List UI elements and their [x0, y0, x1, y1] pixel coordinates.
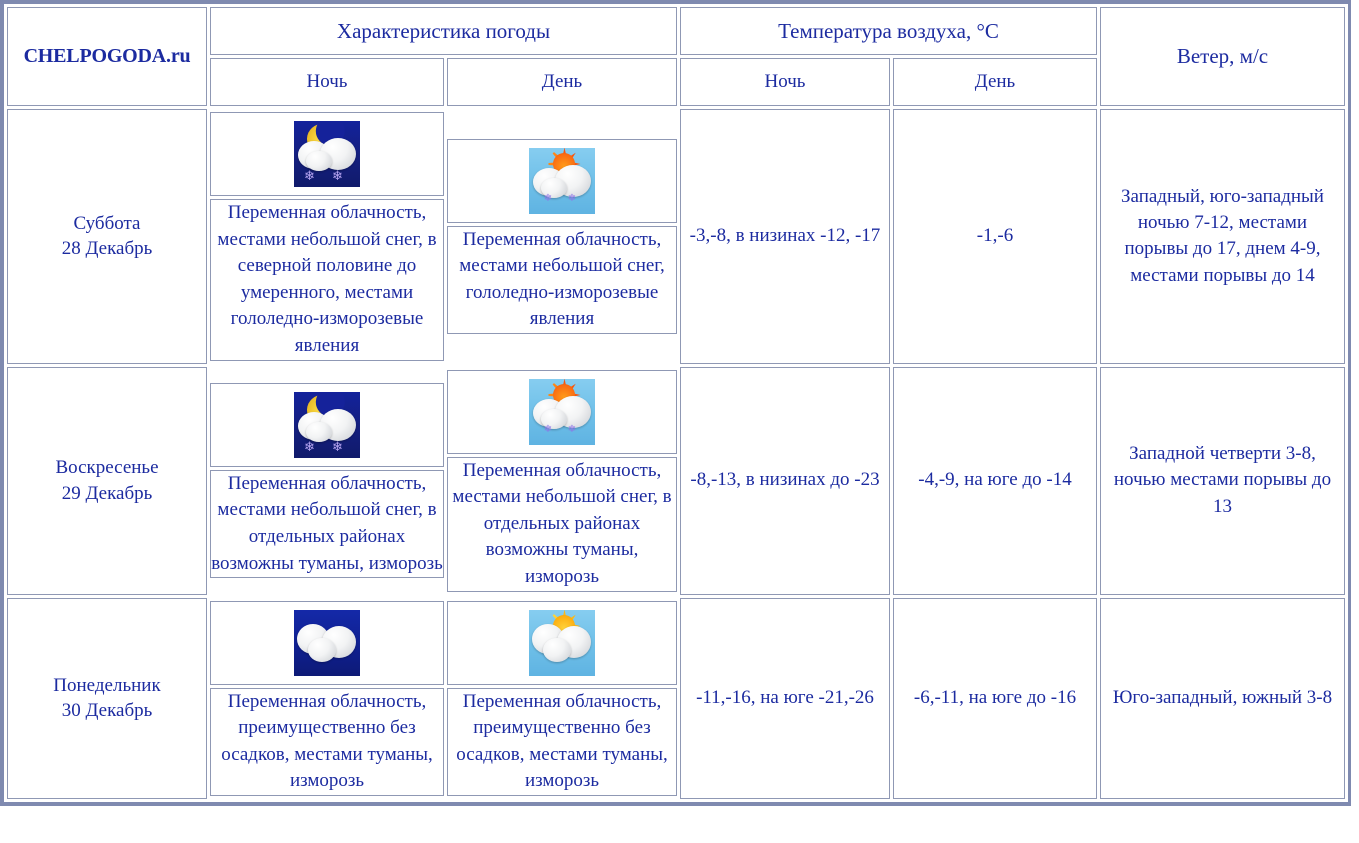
night-icon-cell	[210, 383, 444, 467]
night-stack	[210, 380, 444, 581]
day-icon-cell	[447, 370, 677, 454]
cloud-shape	[543, 638, 571, 662]
night-icon-cell	[210, 601, 444, 685]
day-description: Переменная облачность, преимущественно без осадков, местами туманы, изморозь	[447, 688, 677, 796]
wind-value: Западной четверти 3-8, ночью местами порывы до 13	[1100, 367, 1345, 595]
clouds-night-icon	[294, 610, 360, 676]
cloud-shape	[308, 638, 336, 662]
table-header-row-1	[7, 7, 1345, 55]
header-air-temperature: Температура воздуха, °C	[680, 7, 1097, 55]
date-label: 28 Декабрь	[61, 238, 153, 260]
night-conditions-cell	[210, 367, 444, 595]
table-row	[7, 598, 1345, 799]
night-stack	[210, 109, 444, 364]
wind-value: Юго-западный, южный 3-8	[1100, 598, 1345, 799]
moon-clouds-snow-icon	[294, 121, 360, 187]
night-stack	[210, 598, 444, 799]
snowflake-shape: ❄	[304, 168, 315, 183]
date-label: 29 Декабрь	[61, 482, 153, 504]
day-stack	[447, 136, 677, 337]
night-description: Переменная облачность, местами небольшой снег, в северной половине до умеренного, местами гололедно-изморозевые явления	[210, 199, 444, 361]
brand-logo-text: CHELPOGODA.ru	[23, 45, 191, 67]
temp-day-value: -4,-9, на юге до -14	[893, 367, 1097, 595]
snowflake-shape: ❄	[567, 423, 577, 435]
day-description: Переменная облачность, местами небольшой снег, гололедно-изморозевые явления	[447, 226, 677, 334]
forecast-date-cell	[7, 598, 207, 799]
forecast-date-cell	[7, 109, 207, 364]
snowflake-shape: ❄	[304, 438, 315, 454]
snowflake-shape: ❄	[332, 168, 343, 183]
table-row	[7, 109, 1345, 364]
weekday-label: Понедельник	[53, 674, 161, 696]
sun-clouds-snow-icon	[529, 379, 595, 445]
day-conditions-cell	[447, 109, 677, 364]
night-description: Переменная облачность, местами небольшой снег, в отдельных районах возможны туманы, изморозь	[210, 470, 444, 578]
header-temp-night: Ночь	[680, 58, 890, 106]
forecast-body	[7, 109, 1345, 799]
night-icon-cell	[210, 112, 444, 196]
day-stack	[447, 598, 677, 799]
day-conditions-cell	[447, 598, 677, 799]
day-icon-cell	[447, 139, 677, 223]
header-temp-day: День	[893, 58, 1097, 106]
table-row	[7, 367, 1345, 595]
header-weather-night: Ночь	[210, 58, 444, 106]
header-weather-characteristic: Характеристика погоды	[210, 7, 677, 55]
night-description: Переменная облачность, преимущественно без осадков, местами туманы, изморозь	[210, 688, 444, 796]
moon-clouds-snow-icon	[294, 392, 360, 458]
header-weather-day: День	[447, 58, 677, 106]
temp-night-value: -8,-13, в низинах до -23	[680, 367, 890, 595]
temp-night-value: -3,-8, в низинах -12, -17	[680, 109, 890, 364]
sun-clouds-icon	[529, 610, 595, 676]
snowflake-shape: ❄	[567, 192, 577, 204]
weather-forecast-table	[4, 4, 1348, 802]
snowflake-shape: ❄	[543, 423, 553, 435]
day-stack	[447, 367, 677, 595]
night-conditions-cell	[210, 109, 444, 364]
forecast-date-cell	[7, 367, 207, 595]
header-wind: Ветер, м/с	[1100, 7, 1345, 106]
snowflake-shape: ❄	[543, 192, 553, 204]
snowflake-shape: ❄	[332, 438, 343, 454]
wind-value: Западный, юго-западный ночью 7-12, местами порывы до 17, днем 4-9, местами порывы до 14	[1100, 109, 1345, 364]
weekday-label: Суббота	[73, 212, 141, 234]
brand-logo-cell	[7, 7, 207, 106]
day-description: Переменная облачность, местами небольшой снег, в отдельных районах возможны туманы, изморозь	[447, 457, 677, 592]
sun-clouds-snow-icon	[529, 148, 595, 214]
day-icon-cell	[447, 601, 677, 685]
day-conditions-cell	[447, 367, 677, 595]
temp-day-value: -6,-11, на юге до -16	[893, 598, 1097, 799]
weekday-label: Воскресенье	[55, 456, 159, 478]
date-label: 30 Декабрь	[61, 700, 153, 722]
temp-night-value: -11,-16, на юге -21,-26	[680, 598, 890, 799]
temp-day-value: -1,-6	[893, 109, 1097, 364]
night-conditions-cell	[210, 598, 444, 799]
